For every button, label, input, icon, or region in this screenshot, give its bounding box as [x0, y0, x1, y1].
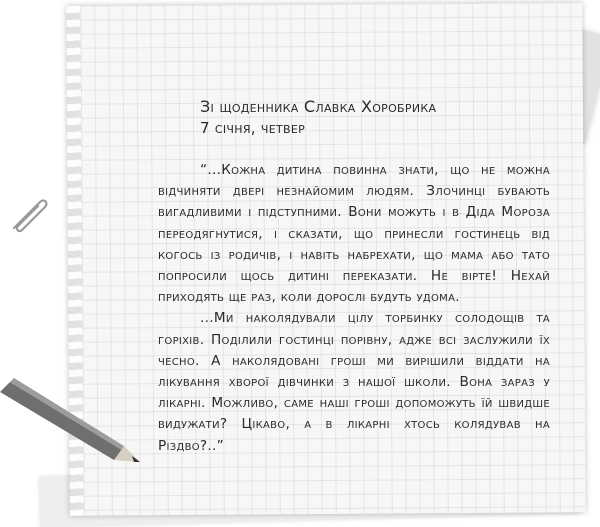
pencil-icon: [0, 370, 150, 470]
diary-paragraph-1: “...Кожна дитина повинна знати, що не можна відчиняти двері незнайомим людям. Злочинці бувають вигадливими і підступними. Вони можуть і в Діда Мороза переодягнутися, і сказати, що принесли гостинець від когось із родичів, і навіть набрехати, що мама або тато попросили щось дитині переказати. Не вірте! Нехай приходять ще раз, коли дорослі будуть удома.: [158, 162, 550, 306]
diary-entry: [158, 96, 550, 457]
diary-date: 7 січня, четвер: [200, 119, 306, 137]
diary-title: Зі щоденника Славка Хоробрика: [200, 97, 437, 116]
diary-paragraph-2: ...Ми наколядували цілу торбинку солодощів та горіхів. Поділили гостинці порівну, адже всі заслужили їх чесно. А наколядовані гроші ми вирішили віддати на лікування хворої дівчинки з нашої школи. Вона зараз у лікарні. Можливо, саме наші гроші допоможуть їй швидше видужати? Цікаво, а в лікарні хтось колядував на Різдво?..”: [158, 310, 550, 454]
paperclip-icon: [6, 190, 52, 236]
